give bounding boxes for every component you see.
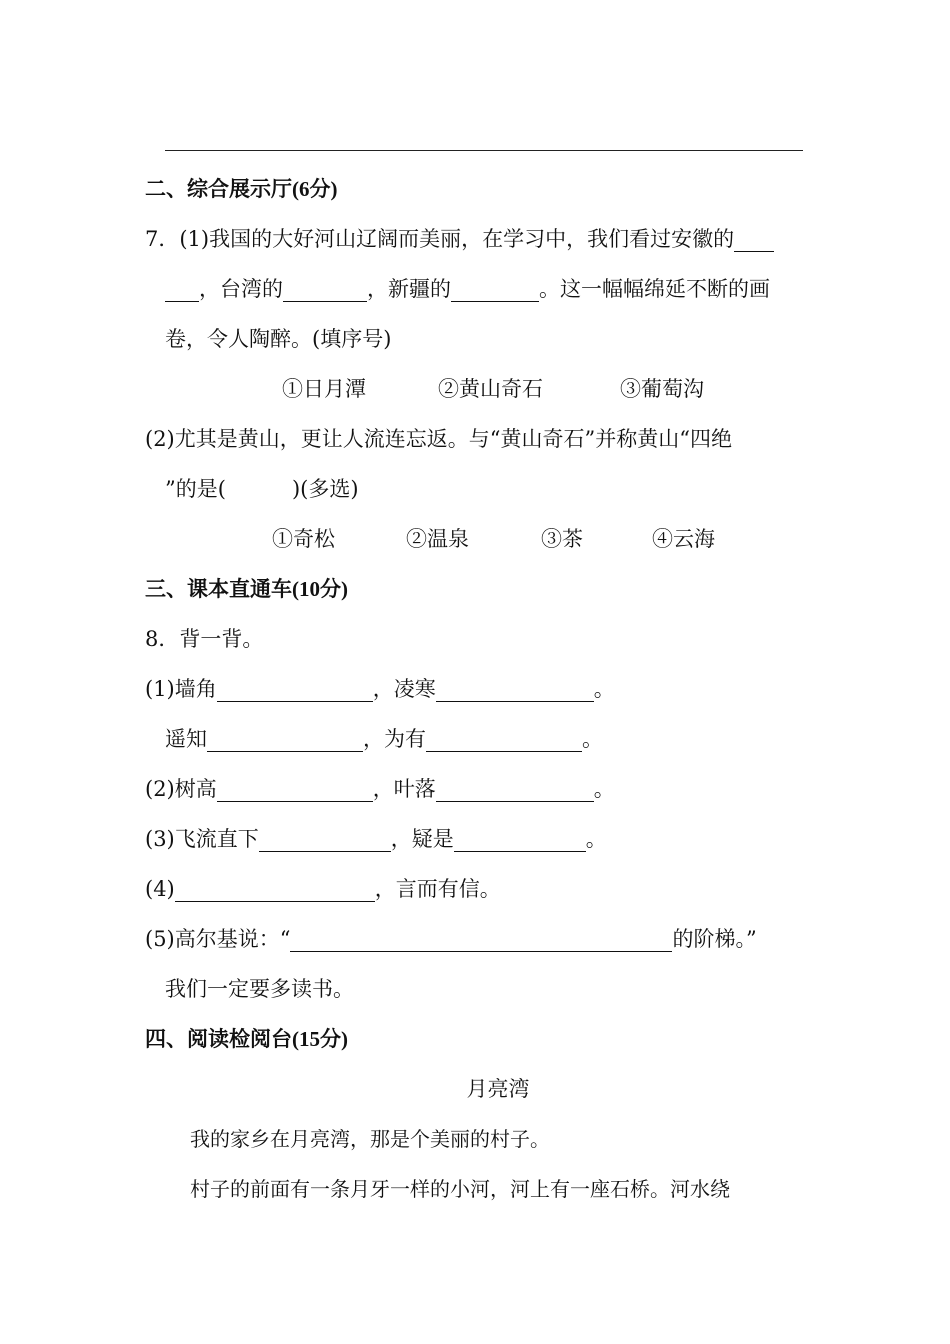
q8-item3 <box>145 824 607 854</box>
q8-item4 <box>145 874 501 904</box>
blank-8-5[interactable] <box>290 927 672 952</box>
q8-4a-text: (4) <box>145 877 175 901</box>
answer-line-top <box>165 150 803 151</box>
option-wenquan: ②温泉 <box>406 527 469 551</box>
q8-1-end: 。 <box>593 677 615 701</box>
option-huangshan-qishi: ②黄山奇石 <box>438 377 543 401</box>
q7-part2-text-b: )(多选) <box>291 477 359 501</box>
q8-3a-text: (3)飞流直下 <box>145 827 259 851</box>
blank-8-2a[interactable] <box>217 777 373 802</box>
blank-8-4[interactable] <box>175 877 375 902</box>
blank-8-1a[interactable] <box>217 677 373 702</box>
q8-item1-line2 <box>165 724 603 754</box>
q7-text-1: 7．(1)我国的大好河山辽阔而美丽，在学习中，我们看过安徽的 <box>145 227 735 251</box>
blank-xinjiang[interactable] <box>451 277 539 302</box>
blank-8-3b[interactable] <box>454 827 586 852</box>
blank-taiwan[interactable] <box>283 277 367 302</box>
q8-item5 <box>145 924 757 954</box>
q7-part2-line2 <box>165 474 359 504</box>
blank-8-2b[interactable] <box>436 777 594 802</box>
q8-3b-text: ，疑是 <box>390 827 454 851</box>
q8-title: 8．背一背。 <box>145 627 264 651</box>
q8-item2 <box>145 774 615 804</box>
q8-item5-line2: 我们一定要多读书。 <box>165 977 354 1001</box>
q7-line2 <box>165 274 770 304</box>
option-riyuetan: ①日月潭 <box>282 377 366 401</box>
q8-1-line2-end: 。 <box>582 727 603 751</box>
blank-8-1d[interactable] <box>426 727 582 752</box>
section-heading-3: 三、课本直通车(10分) <box>145 577 348 601</box>
reading-title: 月亮湾 <box>466 1077 530 1101</box>
option-yunhai: ④云海 <box>652 527 715 551</box>
option-qisong: ①奇松 <box>272 527 335 551</box>
q8-1b-text: ，凌寒 <box>372 677 436 701</box>
q8-1c-text: 遥知 <box>165 727 207 751</box>
blank-anhui-part2[interactable] <box>165 277 199 302</box>
reading-paragraph-1: 我的家乡在月亮湾，那是个美丽的村子。 <box>190 1127 550 1151</box>
option-putaogou: ③葡萄沟 <box>620 377 704 401</box>
q7-text-xinjiang: ，新疆的 <box>367 277 451 301</box>
blank-8-3a[interactable] <box>259 827 391 852</box>
q8-item1-line1 <box>145 674 615 704</box>
q8-2a-text: (2)树高 <box>145 777 217 801</box>
section-heading-4: 四、阅读检阅台(15分) <box>145 1027 348 1051</box>
blank-anhui-part1[interactable] <box>734 227 774 252</box>
q8-3-end: 。 <box>585 827 607 851</box>
q7-line1 <box>145 224 774 254</box>
reading-paragraph-2: 村子的前面有一条月牙一样的小河，河上有一座石桥。河水绕 <box>190 1177 730 1201</box>
q7-part2-line1: (2)尤其是黄山，更让人流连忘返。与“黄山奇石”并称黄山“四绝 <box>145 427 732 451</box>
q8-2b-text: ，叶落 <box>372 777 436 801</box>
blank-8-1b[interactable] <box>436 677 594 702</box>
q7-text-taiwan: ，台湾的 <box>199 277 283 301</box>
q7-part2-text-a: ”的是( <box>165 477 226 501</box>
q8-1a-text: (1)墙角 <box>145 677 217 701</box>
q8-5a-text: (5)高尔基说：“ <box>145 927 291 951</box>
blank-8-1c[interactable] <box>207 727 363 752</box>
q7-line3: 卷，令人陶醉。(填序号) <box>165 327 392 351</box>
section-heading-2: 二、综合展示厅(6分) <box>145 177 338 201</box>
q8-5b-text: 的阶梯。” <box>672 927 757 951</box>
option-cha: ③茶 <box>541 527 583 551</box>
q8-4b-text: ，言而有信。 <box>374 877 501 901</box>
q8-1d-text: ，为有 <box>363 727 426 751</box>
q7-text-tail: 。这一幅幅绵延不断的画 <box>539 277 770 301</box>
q8-2-end: 。 <box>593 777 615 801</box>
